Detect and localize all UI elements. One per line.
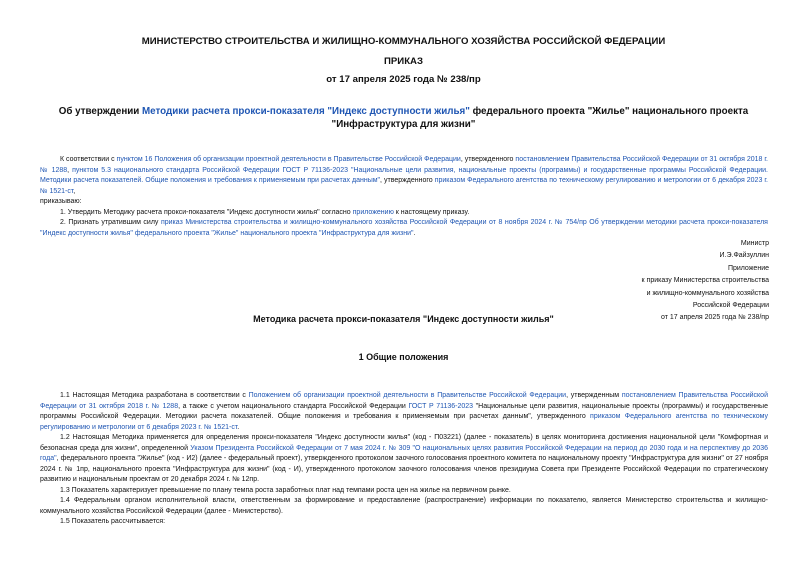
doc-type-heading: ПРИКАЗ [384,56,423,67]
item-text: 1. Утвердить Методику расчета прокси-показателя "Индекс доступности жилья" согласно [60,208,353,216]
order-title [40,105,767,131]
paragraph-text: 1.2 Настоящая Методика применяется для определения прокси-показателя "Индекс доступности жилья" (код - П03221) (далее - показатель) в целях мониторинга достижения национальной цели "Комфортная и безопасная среда для жизни", определенной [40,434,768,452]
order-item-1 [40,208,768,219]
paragraph-text: . [237,423,240,431]
paragraph-1-3: 1.3 Показатель характеризует превышение по плану темпа роста заработных плат над темпами роста цен на жилье на первичном рынке. [60,486,511,494]
government-decree-link[interactable]: постановлением Правительства Российской Федерации от 31 октября 2018 г. № 1288 [40,156,768,174]
preamble-text: , утвержденного [380,177,435,184]
preamble-paragraph [40,155,768,197]
order-body [40,155,768,239]
presidential-decree-link[interactable]: Указом Президента Российской Федерации от 7 мая 2024 г. № 309 "О национальных целях развития Российской Федерации на период до 2030 года и на перспективу до 2036 года" [40,444,768,462]
item-text: . [413,229,416,237]
paragraph-text: , а также с учетом национального стандарта Российской Федерации [178,402,409,410]
title-suffix: федерального проекта "Жилье" национального проекта "Инфраструктура для жизни" [331,106,749,130]
preamble-text: , [67,166,73,174]
gost-link[interactable]: ГОСТ Р 71136-2023 [408,402,474,410]
rosstandart-order-link[interactable]: приказом Федерального агентства по техническому регулированию и метрологии от 6 декабря 2023 г. № 1521-ст [40,413,768,431]
paragraph-text: "Национальные цели развития, национальные проекты (программы) и государственные программы Российской Федерации. Методики расчета показателей. Общие положения и требования к применяемым при расчетах данным", утвержденного [40,402,768,420]
paragraph-text: 1.1 Настоящая Методика разработана в соответствии с [60,392,249,399]
appendix-label: Приложение [727,264,769,272]
appendix-link[interactable]: приложению [352,208,394,216]
government-decree-link[interactable]: постановлением Правительства Российской Федерации от 31 октября 2018 г. № 1288 [40,392,768,410]
title-prefix: Об утверждении [58,106,143,117]
signature-appendix-block [642,238,769,325]
preamble-text: , [73,187,76,195]
paragraph-1-2 [40,433,768,486]
appendix-line: от 17 апреля 2025 года № 238/пр [660,314,769,322]
signature-name: И.Э.Файзуллин [719,252,769,260]
title-method-link[interactable]: Методики расчета прокси-показателя "Индекс доступности жилья" [142,106,470,117]
regulation-link[interactable]: Положением об организации проектной деятельности в Правительстве Российской Федерации [248,392,567,399]
paragraph-1-5: 1.5 Показатель рассчитывается: [60,518,166,525]
appendix-line: и жилищно-коммунального хозяйства [646,289,769,297]
item-text: к настоящему приказу. [393,208,470,216]
preamble-text: К соответствии с [60,156,117,163]
date-number-heading: от 17 апреля 2025 года № 238/пр [326,74,481,85]
item-text: 2. Признать утратившим силу [60,219,161,226]
order-word: приказываю: [40,198,82,205]
signature-position: Министр [740,240,769,247]
appendix-line: Российской Федерации [692,302,769,310]
paragraph-1-1 [40,391,768,433]
ministry-heading: МИНИСТЕРСТВО СТРОИТЕЛЬСТВА И ЖИЛИЩНО-КОММУНАЛЬНОГО ХОЗЯЙСТВА РОССИЙСКОЙ ФЕДЕРАЦИИ [141,36,666,47]
paragraph-text: , федерального проекта "Жилье" (код - И2) (далее - федеральный проект), утвержденного протоколом заочного голосования проектного комитета по национальному проекту "Инфраструктура для жизни" от 27 ноября 2024 г. № 1пр, национального проекта "Инфраструктура для жизни" (код - И), утвержденного протоколом заочного голосования членов президиума Совета при Президенте Российской Федерации по стратегическому развитию и национальным проектам от 20 декабря 2024 г. № 12пр. [40,455,768,483]
repealed-order-link[interactable]: приказ Министерства строительства и жилищно-коммунального хозяйства Российской Федерации от 8 ноября 2024 г. № 754/пр Об утверждении методики расчета прокси-показателя "Индекс доступности жилья" федерального проекта "Жилье" национального проекта "Инфраструктура для жизни" [40,219,768,237]
order-item-2 [40,218,768,239]
method-title: Методика расчета прокси-показателя "Индекс доступности жилья" [253,314,554,324]
gost-link[interactable]: пунктом 5.3 национального стандарта Российской Федерации ГОСТ Р 71136-2023 "Национальные цели развития, национальные проекты (программы) и государственные программы Российской Федерации. Методики расчета показателей. Общие положения и требования к применяемым при расчетах данным" [40,166,769,184]
rosstandart-order-link[interactable]: приказом Федерального агентства по техническому регулированию и метрологии от 6 декабря 2023 г. № 1521-ст [40,177,768,195]
paragraph-text: , утвержденным [566,392,622,399]
section-title: 1 Общие положения [358,352,449,362]
preamble-text: , утвержденного [460,156,516,163]
section-1-body [40,391,768,528]
appendix-line: к приказу Министерства строительства [641,277,769,285]
regulation-link[interactable]: пунктом 16 Положения об организации проектной деятельности в Правительстве Российской Федерации [116,156,461,163]
paragraph-1-4: 1.4 Федеральным органом исполнительной власти, ответственным за формирование и предоставление (распространение) информации по показателю, является Министерство строительства и жилищно-коммунального хозяйства Российской Федерации (далее - Министерство). [40,497,768,515]
